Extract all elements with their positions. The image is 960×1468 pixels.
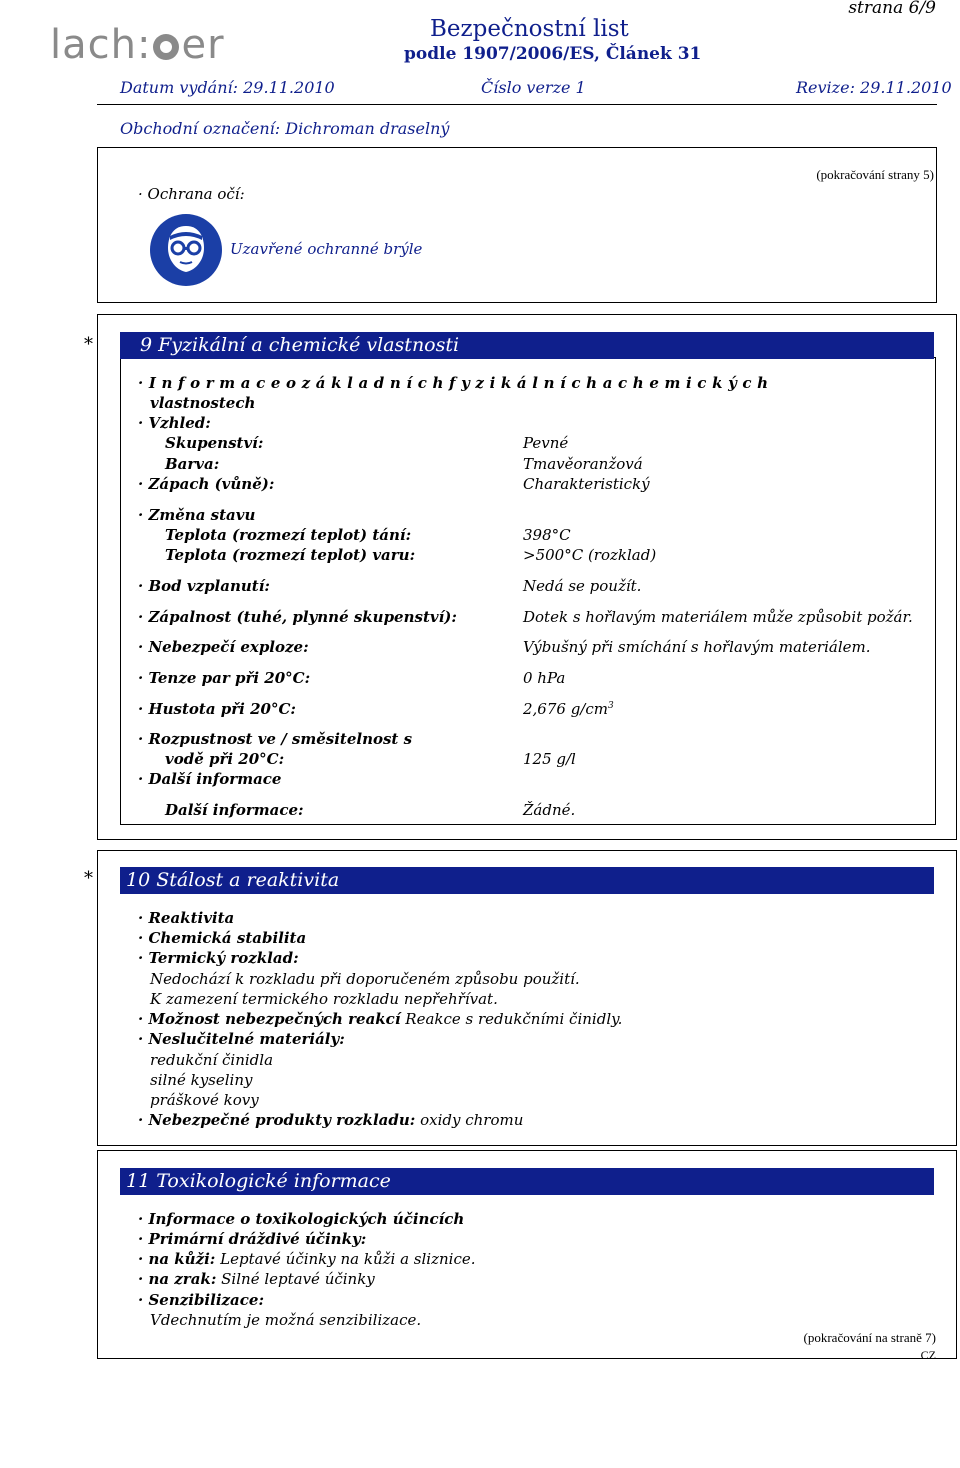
s10-nesluc-item: redukční činidla — [150, 1051, 274, 1069]
s11-kuze-label: · na kůži: — [138, 1250, 216, 1268]
s10-termicky-text2: K zamezení termického rozkladu nepřehřívat. — [150, 990, 498, 1008]
s9-value-skupenstvi: Pevné — [523, 434, 569, 452]
s9-value-zapalnost: Dotek s hořlavým materiálem může způsobit požár. — [523, 608, 913, 626]
header-divider — [97, 104, 937, 105]
continued-to: (pokračování na straně 7) — [803, 1330, 936, 1345]
s11-kuze-value: Leptavé účinky na kůži a sliznice. — [220, 1250, 476, 1268]
s10-title-bar — [120, 867, 934, 894]
s11-zrak — [138, 1270, 375, 1288]
s10-reakce — [138, 1010, 622, 1028]
s11-title-bar — [120, 1168, 934, 1195]
s10-reakce-value: Reakce s redukčními činidly. — [405, 1010, 623, 1028]
s9-label-zapalnost: · Zápalnost (tuhé, plynné skupenství): — [138, 608, 457, 626]
s10-nesluc: · Neslučitelné materiály: — [138, 1030, 345, 1048]
s10-stabilita: · Chemická stabilita — [138, 929, 307, 947]
s9-value-bod-vzplanuti: Nedá se použít. — [523, 577, 642, 595]
s9-info-line1: · I n f o r m a c e o z á k l a d n í c h f y z i k á l n í c h a c h e m i c k ý c h — [138, 374, 769, 392]
revision-date: Revize: 29.11.2010 — [796, 78, 952, 97]
s9-title-bar — [120, 332, 934, 359]
logo-text-left: lach — [50, 22, 137, 68]
s9-info-line2: vlastnostech — [150, 394, 256, 412]
goggles-text: Uzavřené ochranné brýle — [230, 240, 423, 258]
s9-change-marker: * — [84, 334, 93, 355]
s9-value-barva: Tmavěoranžová — [523, 455, 643, 473]
s10-change-marker: * — [84, 868, 93, 889]
s10-termicky: · Termický rozklad: — [138, 949, 299, 967]
s9-label-voda: vodě při 20°C: — [165, 750, 285, 768]
s10-produkty — [138, 1111, 523, 1129]
s9-label-dalsi-informace-2: Další informace: — [165, 801, 304, 819]
s11-zrak-value: Silné leptavé účinky — [221, 1270, 375, 1288]
s10-produkty-label: · Nebezpečné produkty rozkladu: — [138, 1111, 416, 1129]
s9-value-hustota-text: 2,676 g/cm — [523, 700, 608, 718]
s11-senzibilizace: · Senzibilizace: — [138, 1291, 264, 1309]
s11-title: 11 Toxikologické informace — [126, 1170, 391, 1192]
s11-zrak-label: · na zrak: — [138, 1270, 217, 1288]
s9-value-tani: 398°C — [523, 526, 571, 544]
issue-date: Datum vydání: 29.11.2010 — [120, 78, 335, 97]
s11-kuze — [138, 1250, 476, 1268]
logo-text-right: er — [181, 22, 225, 68]
document-subtitle: podle 1907/2006/ES, Článek 31 — [404, 44, 702, 64]
s10-termicky-text1: Nedochází k rozkladu při doporučeném způsobu použití. — [150, 970, 580, 988]
version-number: Číslo verze 1 — [481, 78, 586, 97]
s9-label-exploze: · Nebezpečí exploze: — [138, 638, 309, 656]
s9-label-tani: Teplota (rozmezí teplot) tání: — [165, 526, 412, 544]
s9-label-bod-vzplanuti: · Bod vzplanutí: — [138, 577, 270, 595]
goggles-icon — [150, 214, 222, 286]
s9-value-zapach: Charakteristický — [523, 475, 650, 493]
s9-value-voda: 125 g/l — [523, 750, 576, 768]
s9-label-skupenstvi: Skupenství: — [165, 434, 264, 452]
s9-value-hustota — [523, 700, 614, 718]
s9-label-varu: Teplota (rozmezí teplot) varu: — [165, 546, 416, 564]
s9-label-dalsi-informace: · Další informace — [138, 770, 282, 788]
s10-produkty-value: oxidy chromu — [420, 1111, 524, 1129]
s9-label-tenze: · Tenze par při 20°C: — [138, 669, 311, 687]
logo-dot-left: : — [136, 22, 152, 68]
s11-info: · Informace o toxikologických účincích — [138, 1210, 465, 1228]
s10-title: 10 Stálost a reaktivita — [126, 869, 340, 891]
s9-value-exploze: Výbušný při smíchání s hořlavým materiálem. — [523, 638, 871, 656]
page-number: strana 6/9 — [848, 0, 936, 18]
s9-value-varu: >500°C (rozklad) — [523, 546, 657, 564]
s9-value-tenze: 0 hPa — [523, 669, 566, 687]
s9-label-rozpustnost: · Rozpustnost ve / směsitelnost s — [138, 730, 413, 748]
continued-from: (pokračování strany 5) — [816, 167, 934, 182]
s9-label-zapach: · Zápach (vůně): — [138, 475, 275, 493]
s9-label-barva: Barva: — [165, 455, 220, 473]
s9-value-dalsi-informace: Žádné. — [523, 801, 576, 819]
s9-label-zmena-stavu: · Změna stavu — [138, 506, 256, 524]
country-code: CZ — [920, 1348, 936, 1362]
s9-title: 9 Fyzikální a chemické vlastnosti — [140, 334, 460, 356]
s10-nesluc-item: silné kyseliny — [150, 1071, 253, 1089]
goggles-icon-graphic — [150, 214, 222, 286]
document-title: Bezpečnostní list — [430, 16, 629, 42]
s10-reaktivita: · Reaktivita — [138, 909, 235, 927]
eye-protection-label: · Ochrana očí: — [138, 185, 245, 203]
s9-density-superscript: 3 — [608, 701, 614, 711]
s10-reakce-label: · Možnost nebezpečných reakcí — [138, 1010, 401, 1028]
trade-name: Obchodní označení: Dichroman draselný — [120, 119, 450, 138]
logo-o-mark — [153, 34, 179, 60]
s9-label-hustota: · Hustota při 20°C: — [138, 700, 296, 718]
company-logo — [50, 22, 225, 68]
s10-nesluc-item: práškové kovy — [150, 1091, 259, 1109]
s11-senzibilizace-text: Vdechnutím je možná senzibilizace. — [150, 1311, 422, 1329]
s9-vzhled: · Vzhled: — [138, 414, 211, 432]
s11-primarni: · Primární dráždivé účinky: — [138, 1230, 367, 1248]
eye-protection-box — [97, 147, 937, 303]
